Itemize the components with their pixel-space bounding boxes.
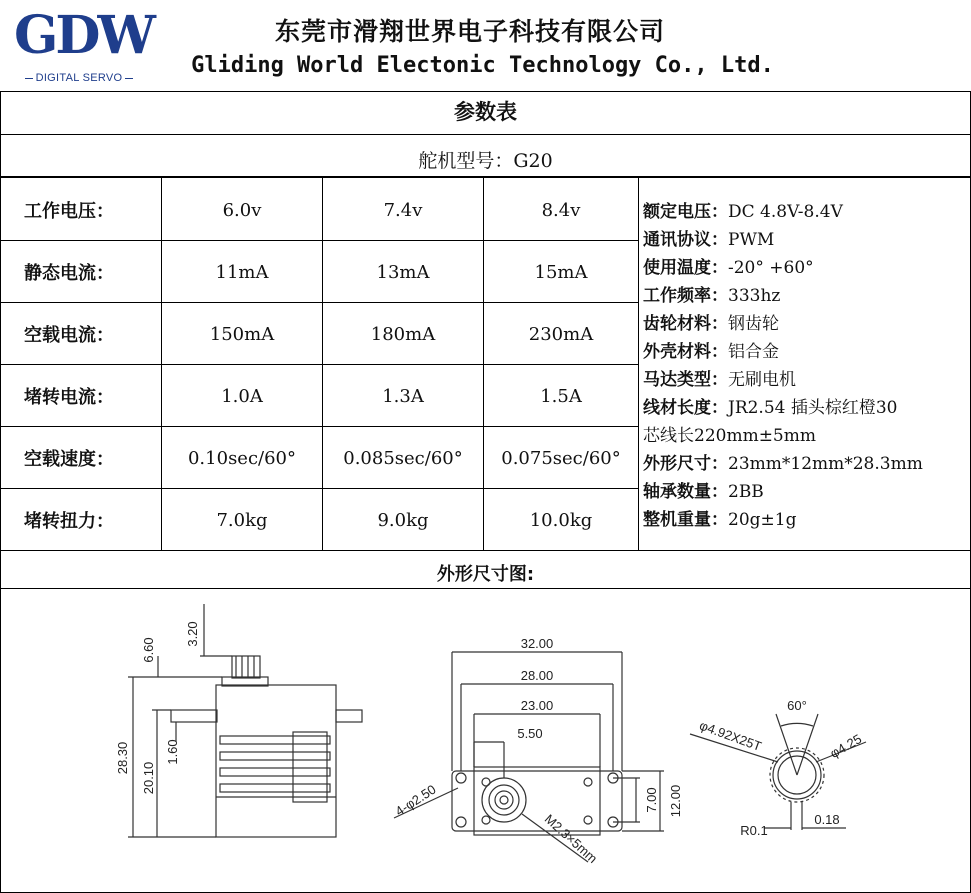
- spec-line: [643, 366, 969, 394]
- spec-line: [643, 394, 969, 422]
- dim-side-1-60: 1.60: [165, 739, 180, 765]
- grid-row-line: [0, 426, 638, 427]
- company-name-chinese: 东莞市滑翔世界电子科技有限公司: [274, 17, 665, 46]
- spec-line: [643, 422, 969, 450]
- spec-value: 铝合金: [728, 342, 779, 362]
- spec-key: 整机重量：: [643, 510, 728, 530]
- dimension-title: 外形尺寸图:: [436, 564, 535, 585]
- spec-value: 无刷电机: [728, 370, 796, 390]
- spec-line: [643, 338, 969, 366]
- param-label: 工作电压：: [24, 201, 114, 222]
- spec-line: [643, 198, 969, 226]
- grid-col-line: [638, 178, 639, 550]
- spec-key: 外壳材料：: [643, 342, 728, 362]
- dim-top-7: 7.00: [644, 787, 659, 813]
- grid-row-line: [0, 488, 638, 489]
- param-label: 静态电流：: [24, 263, 114, 284]
- param-value: 0.075sec/60°: [501, 447, 621, 469]
- grid-row-line: [0, 240, 638, 241]
- param-label: 空载速度：: [24, 449, 114, 470]
- logo-subtitle: DIGITAL SERVO: [10, 72, 148, 84]
- dim-top-32: 32.00: [520, 636, 554, 651]
- param-label: 空载电流：: [24, 325, 114, 346]
- param-value: 1.5A: [540, 385, 582, 407]
- spec-value: 2BB: [728, 482, 764, 502]
- servo-top-outline: [452, 771, 622, 831]
- rule-dimension-title: [0, 588, 971, 589]
- dim-spline-spec: φ4.92X25T: [697, 717, 764, 754]
- dim-spline-angle: 60°: [787, 698, 807, 713]
- spec-key: 工作频率：: [643, 286, 728, 306]
- param-value: 0.10sec/60°: [187, 447, 297, 469]
- spec-value: DC 4.8V-8.4V: [728, 202, 843, 222]
- spec-key: 马达类型：: [643, 370, 728, 390]
- dim-top-screw: M2.3×5mm: [541, 811, 601, 867]
- dim-top-5-50: 5.50: [517, 726, 543, 741]
- spec-line: [643, 478, 969, 506]
- spec-value: 23mm*12mm*28.3mm: [728, 454, 923, 474]
- dim-top-holes: 4-φ2.50: [392, 781, 439, 819]
- rule-title: [0, 134, 971, 135]
- spec-line: [643, 450, 969, 478]
- company-name-english: Gliding World Electonic Technology Co., Ltd.: [191, 53, 774, 78]
- company-logo: [10, 5, 153, 88]
- param-value: 230mA: [528, 323, 594, 345]
- dim-spline-dia: φ4.25: [827, 731, 865, 762]
- spec-value: 芯线长220mm±5mm: [643, 426, 816, 446]
- spec-key: 额定电压：: [643, 202, 728, 222]
- dim-top-28: 28.00: [520, 668, 554, 683]
- param-value: 8.4v: [541, 199, 581, 221]
- param-value: 6.0v: [222, 199, 262, 221]
- spec-line: [643, 282, 969, 310]
- param-value: 1.0A: [221, 385, 263, 407]
- spec-key: 外形尺寸：: [643, 454, 728, 474]
- spec-line: [643, 310, 969, 338]
- dim-side-6-60: 6.60: [141, 637, 156, 663]
- grid-row-line: [0, 302, 638, 303]
- spec-value: JR2.54 插头棕红橙30: [728, 398, 898, 418]
- param-value: 1.3A: [382, 385, 424, 407]
- param-value: 7.4v: [383, 199, 423, 221]
- param-value: 0.085sec/60°: [343, 447, 463, 469]
- spec-value: PWM: [728, 230, 775, 250]
- side-view: [128, 604, 362, 837]
- spec-key: 线材长度：: [643, 398, 728, 418]
- dim-side-3-20: 3.20: [185, 621, 200, 647]
- spec-line: [643, 226, 969, 254]
- param-value: 9.0kg: [377, 509, 429, 531]
- spec-key: 齿轮材料：: [643, 314, 728, 334]
- spec-list: [643, 198, 969, 534]
- dim-spline-radius: R0.1: [740, 823, 768, 838]
- spec-value: 钢齿轮: [728, 314, 779, 334]
- top-view: [394, 652, 664, 862]
- dim-side-28-30: 28.30: [115, 741, 130, 775]
- dimension-drawing: [0, 592, 971, 892]
- param-label: 堵转扭力：: [24, 511, 114, 532]
- spec-value: 333hz: [728, 286, 781, 306]
- dim-top-12: 12.00: [668, 784, 683, 818]
- spec-line: [643, 506, 969, 534]
- servo-model: 舵机型号：G20: [418, 150, 553, 172]
- servo-left-tab: [171, 710, 217, 722]
- table-title: 参数表: [454, 100, 517, 124]
- param-value: 15mA: [534, 261, 588, 283]
- param-value: 150mA: [209, 323, 275, 345]
- param-value: 11mA: [215, 261, 269, 283]
- servo-right-tab: [336, 710, 362, 722]
- dim-side-20-10: 20.10: [141, 761, 156, 795]
- spec-value: -20° +60°: [728, 258, 814, 278]
- dim-spline-pitch: 0.18: [814, 812, 840, 827]
- spec-key: 轴承数量：: [643, 482, 728, 502]
- spec-value: 20g±1g: [728, 510, 797, 530]
- grid-row-line: [0, 364, 638, 365]
- param-value: 180mA: [370, 323, 436, 345]
- grid-bottom-line: [0, 550, 971, 551]
- param-value: 10.0kg: [529, 509, 593, 531]
- logo-text: GDW: [14, 5, 153, 66]
- rule-header: [0, 91, 971, 92]
- spec-line: [643, 254, 969, 282]
- param-value: 13mA: [376, 261, 430, 283]
- param-value: 7.0kg: [216, 509, 268, 531]
- servo-side-body: [216, 685, 336, 837]
- rule-model: [0, 176, 971, 178]
- spec-key: 通讯协议：: [643, 230, 728, 250]
- dim-top-23: 23.00: [520, 698, 554, 713]
- param-label: 堵转电流：: [24, 387, 114, 408]
- spec-key: 使用温度：: [643, 258, 728, 278]
